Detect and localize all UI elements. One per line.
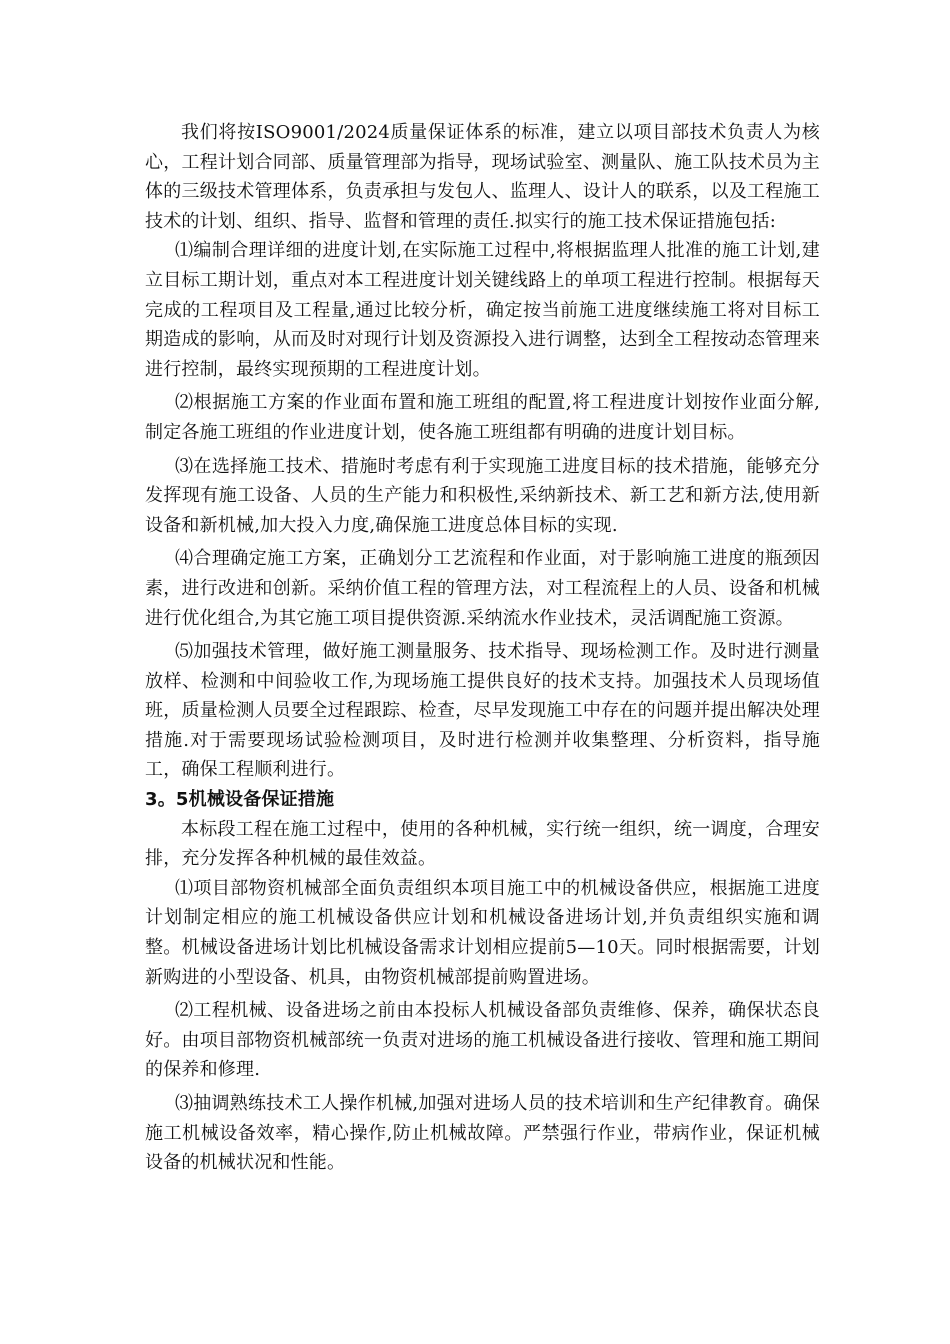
paragraph-item-1: ⑴编制合理详细的进度计划,在实际施工过程中,将根据监理人批准的施工计划,建立目标工期计划，重点对本工程进度计划关键线路上的单项工程进行控制。根据每天完成的工程项目及工程量,通过比较分析，确定按当前施工进度继续施工将对目标工期造成的影响，从而及时对现行计划及资源投入进行调整，达到全工程按动态管理来进行控制，最终实现预期的工程进度计划。 — [145, 240, 820, 380]
section-item-3: ⑶抽调熟练技术工人操作机械,加强对进场人员的技术培训和生产纪律教育。确保施工机械设备效率，精心操作,防止机械故障。严禁强行作业，带病作业，保证机械设备的机械状况和性能。 — [145, 1093, 820, 1174]
paragraph-item-2: ⑵根据施工方案的作业面布置和施工班组的配置,将工程进度计划按作业面分解,制定各施工班组的作业进度计划，使各施工班组都有明确的进度计划目标。 — [145, 392, 820, 443]
section-heading: 3。5机械设备保证措施 — [145, 789, 335, 811]
section-item-2: ⑵工程机械、设备进场之前由本投标人机械设备部负责维修、保养，确保状态良好。由项目部物资机械部统一负责对进场的施工机械设备进行接收、管理和施工期间的保养和修理. — [145, 1000, 820, 1081]
paragraph-item-5: ⑸加强技术管理，做好施工测量服务、技术指导、现场检测工作。及时进行测量放样、检测和中间验收工作,为现场施工提供良好的技术支持。加强技术人员现场值班，质量检测人员要全过程跟踪、检查，尽早发现施工中存在的问题并提出解决处理措施.对于需要现场试验检测项目，及时进行检测并收集整理、分析资料，指导施工，确保工程顺利进行。 — [145, 641, 820, 781]
section-item-1: ⑴项目部物资机械部全面负责组织本项目施工中的机械设备供应，根据施工进度计划制定相应的施工机械设备供应计划和机械设备进场计划,并负责组织实施和调整。机械设备进场计划比机械设备需求计划相应提前5—10天。同时根据需要，计划新购进的小型设备、机具，由物资机械部提前购置进场。 — [145, 877, 820, 988]
paragraph-item-3: ⑶在选择施工技术、措施时考虑有利于实现施工进度目标的技术措施，能够充分发挥现有施工设备、人员的生产能力和积极性,采纳新技术、新工艺和新方法,使用新设备和新机械,加大投入力度,确保施工进度总体目标的实现. — [145, 455, 820, 536]
section-intro-paragraph: 本标段工程在施工过程中，使用的各种机械，实行统一组织，统一调度，合理安排，充分发挥各种机械的最佳效益。 — [145, 818, 820, 870]
paragraph-item-4: ⑷合理确定施工方案，正确划分工艺流程和作业面，对于影响施工进度的瓶颈因素，进行改进和创新。采纳价值工程的管理方法，对工程流程上的人员、设备和机械进行优化组合,为其它施工项目提供资源.采纳流水作业技术，灵活调配施工资源。 — [145, 548, 820, 629]
document-body — [145, 118, 820, 1178]
intro-paragraph: 我们将按ISO9001/2024质量保证体系的标准，建立以项目部技术负责人为核心，工程计划合同部、质量管理部为指导，现场试验室、测量队、施工队技术员为主体的三级技术管理体系，负责承担与发包人、监理人、设计人的联系，以及工程施工技术的计划、组织、指导、监督和管理的责任.拟实行的施工技术保证措施包括: — [145, 122, 820, 232]
